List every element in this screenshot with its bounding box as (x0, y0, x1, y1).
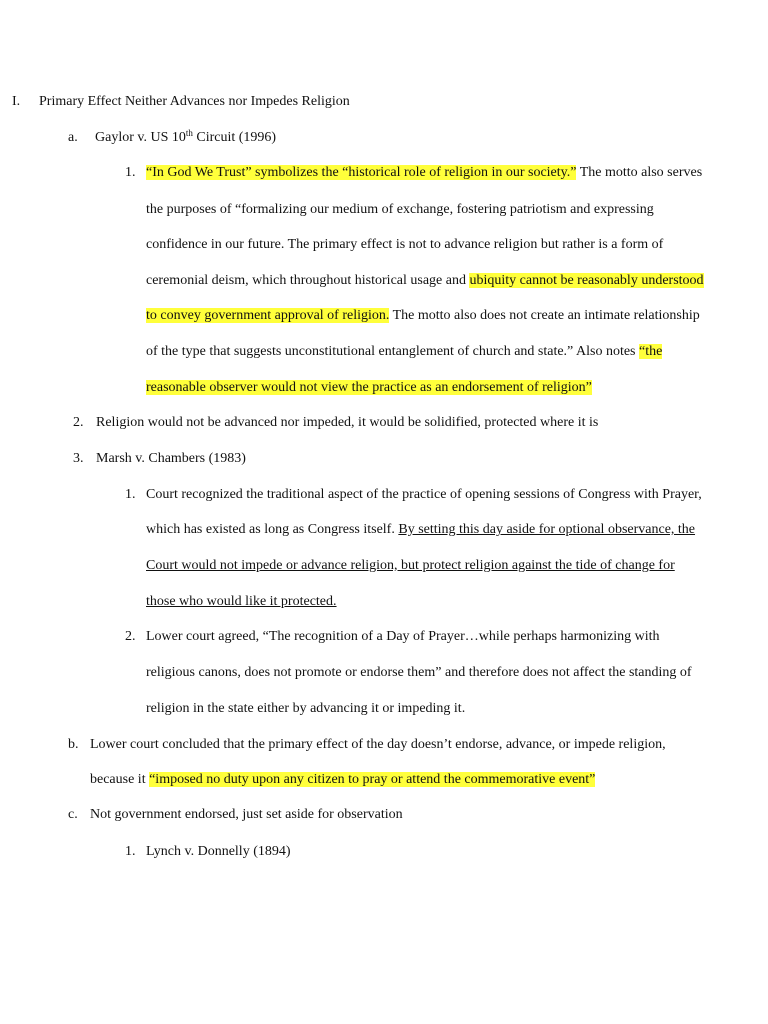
item-a1-line-5 (146, 307, 700, 325)
item-2-marker: 2. (73, 415, 84, 430)
item-3-marker: 3. (73, 451, 84, 466)
item-a1-line-2: the purposes of “formalizing our medium of exchange, fostering patriotism and expressing (146, 202, 654, 217)
item-c-marker: c. (68, 807, 78, 822)
item-3-1-line-2 (146, 521, 695, 539)
item-a1-line-1 (146, 164, 702, 182)
body-text: The motto also does not create an intimate relationship (389, 308, 700, 323)
highlighted-text: “imposed no duty upon any citizen to pray or attend the commemorative event” (149, 772, 596, 787)
section-marker: I. (12, 94, 21, 109)
highlighted-text: ubiquity cannot be reasonably understood (469, 273, 704, 288)
item-3-1-line-1: Court recognized the traditional aspect of the practice of opening sessions of Congress with Prayer, (146, 487, 702, 502)
case-year: Circuit (1996) (192, 130, 277, 145)
body-text: ceremonial deism, which throughout historical usage and (146, 273, 470, 288)
item-a1-line-7 (146, 379, 592, 397)
body-text: which has existed as long as Congress itself. (146, 522, 399, 537)
item-a1-marker: 1. (125, 165, 136, 180)
case-name: Gaylor v. US 10 (95, 130, 186, 145)
item-a1-line-4 (146, 272, 704, 290)
highlighted-text: to convey government approval of religion. (146, 308, 390, 323)
item-3-text: Marsh v. Chambers (1983) (96, 451, 246, 466)
body-text: The motto also serves (576, 165, 703, 180)
section-title: Primary Effect Neither Advances nor Impedes Religion (39, 94, 350, 109)
item-3-2-line-1: Lower court agreed, “The recognition of a Day of Prayer…while perhaps harmonizing with (146, 629, 660, 644)
superscript: th (185, 128, 193, 138)
item-b-marker: b. (68, 737, 79, 752)
item-b-line-1: Lower court concluded that the primary effect of the day doesn’t endorse, advance, or impede religion, (90, 737, 666, 752)
item-b-line-2 (90, 771, 595, 789)
item-c1-text: Lynch v. Donnelly (1894) (146, 844, 291, 859)
item-3-2-marker: 2. (125, 629, 136, 644)
item-c-text: Not government endorsed, just set aside for observation (90, 807, 403, 822)
item-3-2-line-3: religion in the state either by advancing it or impeding it. (146, 701, 466, 716)
item-a1-line-3: confidence in our future. The primary effect is not to advance religion but rather is a form of (146, 237, 664, 252)
item-c1-marker: 1. (125, 844, 136, 859)
item-3-1-line-3: Court would not impede or advance religion, but protect religion against the tide of change for (146, 558, 675, 573)
item-a-marker: a. (68, 130, 78, 145)
item-a-text (95, 129, 276, 147)
highlighted-text: reasonable observer would not view the practice as an endorsement of religion” (146, 380, 592, 395)
highlighted-text: “In God We Trust” symbolizes the “historical role of religion in our society.” (146, 165, 577, 180)
highlighted-text: “the (639, 344, 663, 359)
item-3-1-line-4: those who would like it protected. (146, 594, 337, 609)
body-text: because it (90, 772, 150, 787)
underlined-text: By setting this day aside for optional observance, the (398, 522, 696, 537)
item-2-text: Religion would not be advanced nor impeded, it would be solidified, protected where it is (96, 415, 599, 430)
item-3-2-line-2: religious canons, does not promote or endorse them” and therefore does not affect the standing of (146, 665, 692, 680)
body-text: of the type that suggests unconstitutional entanglement of church and state.” Also notes (146, 344, 640, 359)
item-3-1-marker: 1. (125, 487, 136, 502)
item-a1-line-6 (146, 343, 662, 361)
